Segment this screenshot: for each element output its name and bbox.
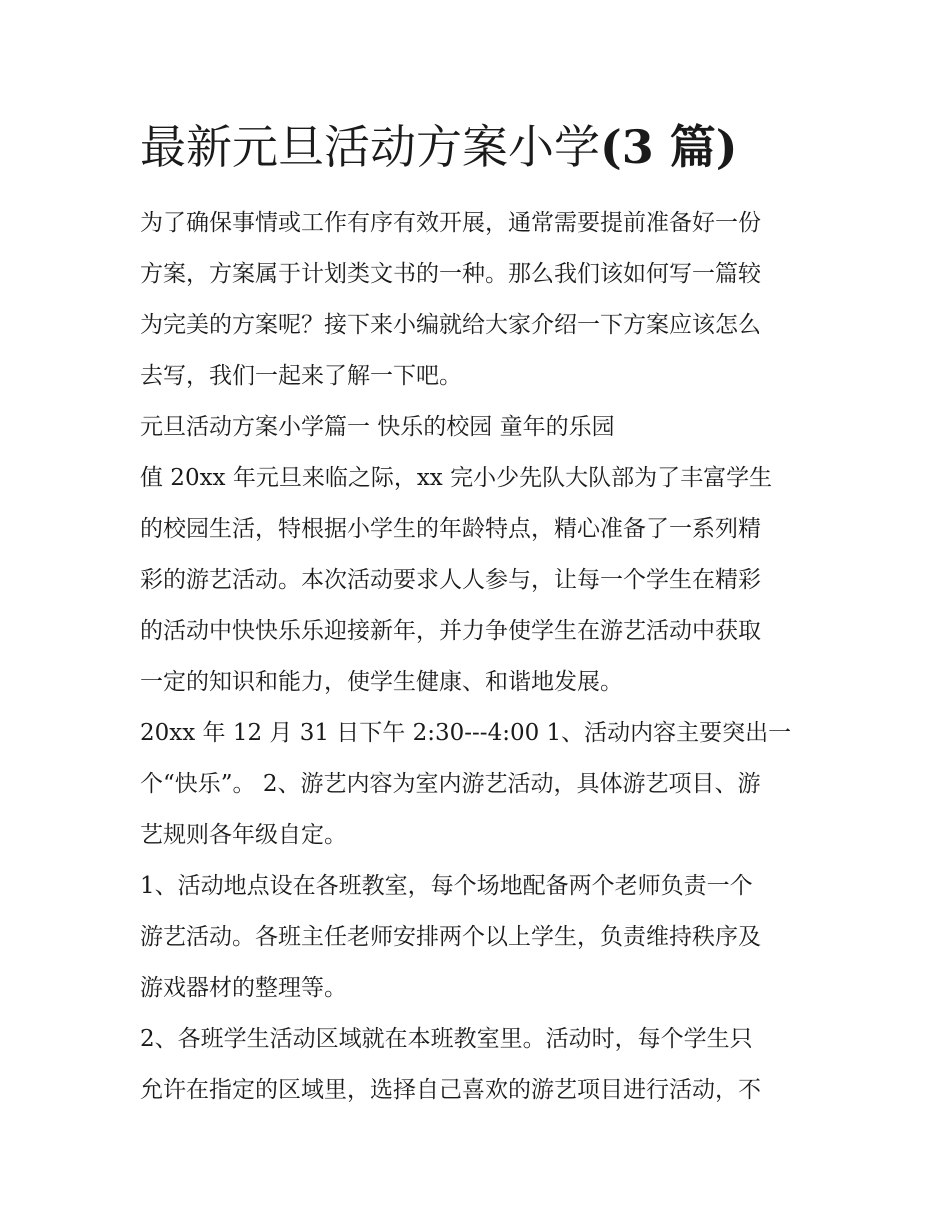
title-main: 最新元旦活动方案小学: [140, 120, 600, 174]
text-line: 1、活动地点设在各班教室，每个场地配备两个老师负责一个: [140, 873, 753, 899]
paragraph: [140, 402, 820, 453]
text-line: 个“快乐”。 2、游艺内容为室内游艺活动，具体游艺项目、游: [140, 771, 761, 797]
document-body: [140, 198, 820, 1116]
text-line: 元旦活动方案小学篇一 快乐的校园 童年的乐园: [140, 414, 615, 440]
title-suffix: (3 篇): [600, 120, 738, 174]
text-line: 20xx 年 12 月 31 日下午 2:30---4:00 1、活动内容主要突出一: [140, 720, 792, 746]
text-line: 一定的知识和能力，使学生健康、和谐地发展。: [140, 669, 623, 695]
text-line: 游戏器材的整理等。: [140, 975, 347, 1001]
text-line: 艺规则各年级自定。: [140, 822, 347, 848]
text-line: 的校园生活，特根据小学生的年龄特点，精心准备了一系列精: [140, 516, 761, 542]
text-line: 为完美的方案呢？接下来小编就给大家介绍一下方案应该怎么: [140, 312, 761, 338]
document-page: [140, 112, 820, 1116]
text-line: 允许在指定的区域里，选择自己喜欢的游艺项目进行活动，不: [140, 1077, 761, 1103]
text-line: 为了确保事情或工作有序有效开展，通常需要提前准备好一份: [140, 210, 761, 236]
text-line: 彩的游艺活动。本次活动要求人人参与，让每一个学生在精彩: [140, 567, 761, 593]
paragraph: [140, 861, 820, 1014]
text-line: 游艺活动。各班主任老师安排两个以上学生，负责维持秩序及: [140, 924, 761, 950]
text-line: 值 20xx 年元旦来临之际，xx 完小少先队大队部为了丰富学生: [140, 465, 773, 491]
paragraph: [140, 198, 820, 402]
text-line: 去写，我们一起来了解一下吧。: [140, 363, 462, 389]
text-line: 的活动中快快乐乐迎接新年，并力争使学生在游艺活动中获取: [140, 618, 761, 644]
paragraph: [140, 1014, 820, 1116]
paragraph: [140, 453, 820, 708]
text-line: 方案，方案属于计划类文书的一种。那么我们该如何写一篇较: [140, 261, 761, 287]
text-line: 2、各班学生活动区域就在本班教室里。活动时，每个学生只: [140, 1026, 753, 1052]
document-title: [140, 112, 820, 182]
paragraph: [140, 708, 820, 861]
